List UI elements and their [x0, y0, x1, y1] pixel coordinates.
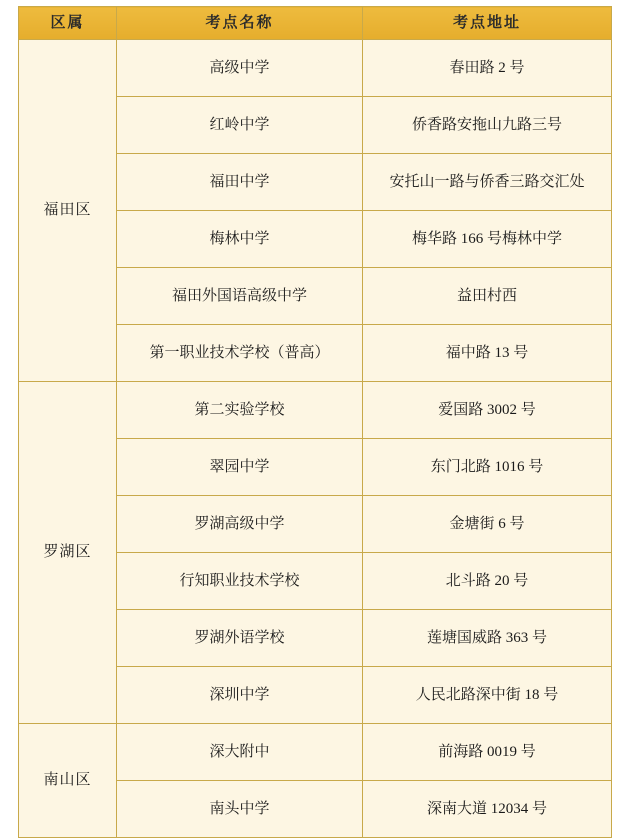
table-row [19, 382, 612, 439]
site-address-cell: 梅华路 166 号梅林中学 [363, 211, 612, 268]
site-name-cell: 深大附中 [117, 724, 363, 781]
site-address-cell: 爱国路 3002 号 [363, 382, 612, 439]
site-address-cell: 侨香路安拖山九路三号 [363, 97, 612, 154]
exam-sites-table [18, 6, 612, 838]
site-address-cell: 安托山一路与侨香三路交汇处 [363, 154, 612, 211]
district-cell: 福田区 [19, 40, 117, 382]
site-address-cell: 北斗路 20 号 [363, 553, 612, 610]
site-address-cell: 春田路 2 号 [363, 40, 612, 97]
site-name-cell: 行知职业技术学校 [117, 553, 363, 610]
site-name-cell: 红岭中学 [117, 97, 363, 154]
site-address-cell: 莲塘国威路 363 号 [363, 610, 612, 667]
site-address-cell: 前海路 0019 号 [363, 724, 612, 781]
site-name-cell: 高级中学 [117, 40, 363, 97]
site-address-cell: 东门北路 1016 号 [363, 439, 612, 496]
district-cell: 南山区 [19, 724, 117, 838]
table-header-row [19, 7, 612, 40]
table-body [19, 40, 612, 838]
site-name-cell: 第一职业技术学校（普高） [117, 325, 363, 382]
site-name-cell: 第二实验学校 [117, 382, 363, 439]
site-name-cell: 梅林中学 [117, 211, 363, 268]
site-name-cell: 南头中学 [117, 781, 363, 838]
site-name-cell: 福田中学 [117, 154, 363, 211]
table-row [19, 724, 612, 781]
table-header [19, 7, 612, 40]
table-row [19, 40, 612, 97]
column-header-site-address: 考点地址 [363, 7, 612, 40]
site-name-cell: 翠园中学 [117, 439, 363, 496]
site-address-cell: 益田村西 [363, 268, 612, 325]
site-name-cell: 福田外国语高级中学 [117, 268, 363, 325]
site-address-cell: 金塘街 6 号 [363, 496, 612, 553]
district-cell: 罗湖区 [19, 382, 117, 724]
site-address-cell: 福中路 13 号 [363, 325, 612, 382]
site-address-cell: 人民北路深中街 18 号 [363, 667, 612, 724]
site-name-cell: 深圳中学 [117, 667, 363, 724]
site-address-cell: 深南大道 12034 号 [363, 781, 612, 838]
column-header-site-name: 考点名称 [117, 7, 363, 40]
column-header-district: 区属 [19, 7, 117, 40]
site-name-cell: 罗湖外语学校 [117, 610, 363, 667]
site-name-cell: 罗湖高级中学 [117, 496, 363, 553]
